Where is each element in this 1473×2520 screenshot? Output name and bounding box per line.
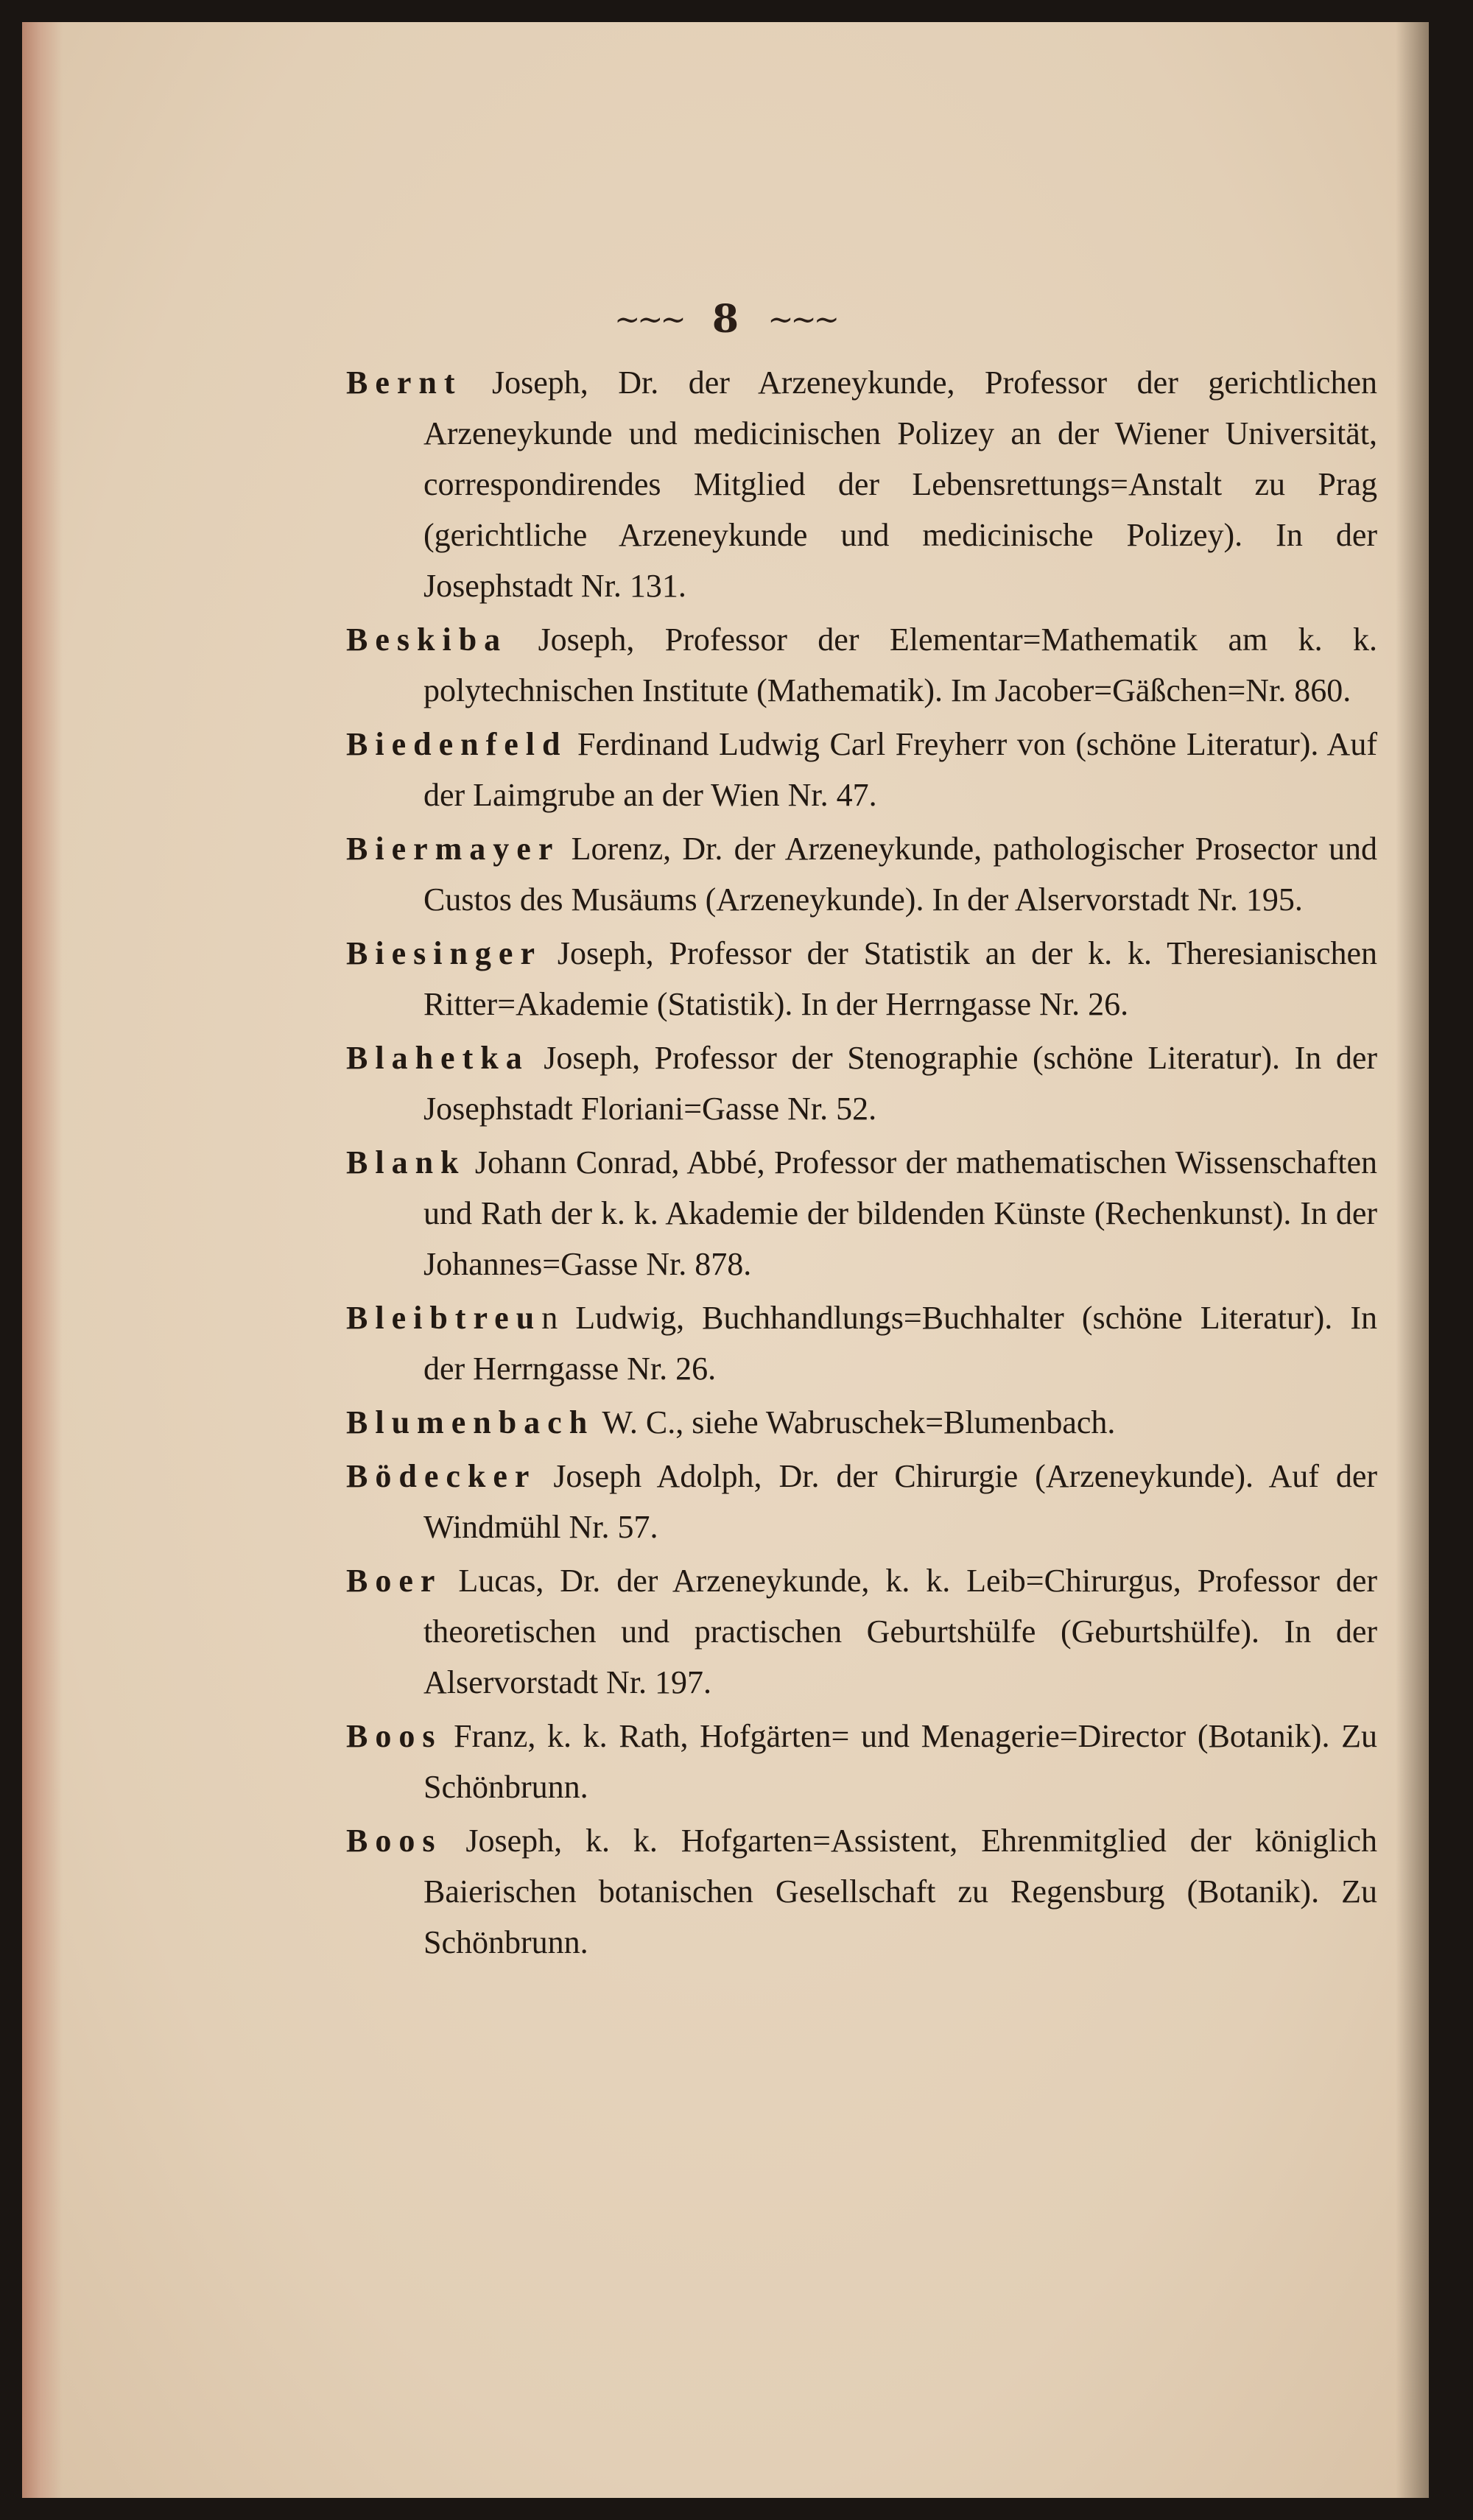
entry-name: Blahetka: [346, 1040, 530, 1076]
entry-name: Biermayer: [346, 831, 560, 867]
page-header: [22, 295, 1429, 342]
entry-name: Biesinger: [346, 935, 542, 971]
entry-name: Blumenbach: [346, 1404, 595, 1440]
entry-text: W. C., siehe Wabruschek=Blumenbach.: [602, 1404, 1116, 1440]
directory-entry: [346, 1032, 1377, 1134]
entry-text: Franz, k. k. Rath, Hofgärten= und Menagerie=Director (Botanik). Zu Schönbrunn.: [423, 1718, 1377, 1805]
page-edge-right: [1396, 22, 1429, 2498]
entry-name: Bernt: [346, 365, 463, 401]
entry-name: Bleibtreu: [346, 1300, 542, 1336]
entry-text: Joseph Adolph, Dr. der Chirurgie (Arzeneykunde). Auf der Windmühl Nr. 57.: [423, 1458, 1377, 1545]
ornament-right-icon: ~~~: [767, 300, 837, 337]
page-number: 8: [711, 296, 739, 342]
entry-text: Ferdinand Ludwig Carl Freyherr von (schöne Literatur). Auf der Laimgrube an der Wien Nr. 47.: [423, 726, 1377, 813]
entry-name: Boos: [346, 1823, 443, 1859]
entry-name: Boos: [346, 1718, 443, 1754]
entry-text: Joseph, Dr. der Arzeneykunde, Professor der gerichtlichen Arzeneykunde und medicinischen Polizey an der Wiener Universität, correspondirendes Mitglied der Lebensrettungs=Anstalt zu Prag (gerichtliche Arzeneykunde und medicinische Polizey). In der Josephstadt Nr. 131.: [423, 365, 1377, 604]
entry-text: Lucas, Dr. der Arzeneykunde, k. k. Leib=Chirurgus, Professor der theoretischen und practischen Geburtshülfe (Geburtshülfe). In der Alservorstadt Nr. 197.: [423, 1563, 1377, 1700]
entry-name: Bödecker: [346, 1458, 537, 1494]
book-page: [22, 22, 1429, 2498]
directory-entry: [346, 357, 1377, 611]
directory-entry: [346, 1137, 1377, 1289]
entry-text: Lorenz, Dr. der Arzeneykunde, pathologischer Prosector und Custos des Musäums (Arzeneykunde). In der Alservorstadt Nr. 195.: [423, 831, 1378, 918]
directory-entry: [346, 823, 1377, 925]
directory-entry: [346, 614, 1377, 716]
entry-name: Boer: [346, 1563, 443, 1599]
entry-text: Johann Conrad, Abbé, Professor der mathematischen Wissenschaften und Rath der k. k. Akademie der bildenden Künste (Rechenkunst). In der Johannes=Gasse Nr. 878.: [423, 1144, 1377, 1282]
directory-entries: [346, 357, 1377, 1971]
entry-name: Blank: [346, 1144, 466, 1180]
entry-text: Joseph, Professor der Stenographie (schöne Literatur). In der Josephstadt Floriani=Gasse Nr. 52.: [423, 1040, 1377, 1127]
directory-entry: [346, 1711, 1377, 1812]
entry-text: n Ludwig, Buchhandlungs=Buchhalter (schöne Literatur). In der Herrngasse Nr. 26.: [423, 1300, 1377, 1387]
directory-entry: [346, 1292, 1377, 1394]
directory-entry: [346, 719, 1377, 820]
directory-entry: [346, 928, 1377, 1030]
entry-name: Biedenfeld: [346, 726, 568, 762]
directory-entry: [346, 1451, 1377, 1552]
directory-entry: [346, 1815, 1377, 1968]
directory-entry: [346, 1555, 1377, 1708]
page-edge-left: [22, 22, 63, 2498]
directory-entry: [346, 1397, 1377, 1448]
entry-text: Joseph, k. k. Hofgarten=Assistent, Ehrenmitglied der königlich Baierischen botanischen Gesellschaft zu Regensburg (Botanik). Zu Schönbrunn.: [423, 1823, 1377, 1960]
entry-text: Joseph, Professor der Elementar=Mathematik am k. k. polytechnischen Institute (Mathematik). Im Jacober=Gäßchen=Nr. 860.: [423, 622, 1377, 708]
entry-name: Beskiba: [346, 622, 508, 658]
entry-text: Joseph, Professor der Statistik an der k. k. Theresianischen Ritter=Akademie (Statistik). In der Herrngasse Nr. 26.: [423, 935, 1377, 1022]
ornament-left-icon: ~~~: [614, 300, 683, 337]
